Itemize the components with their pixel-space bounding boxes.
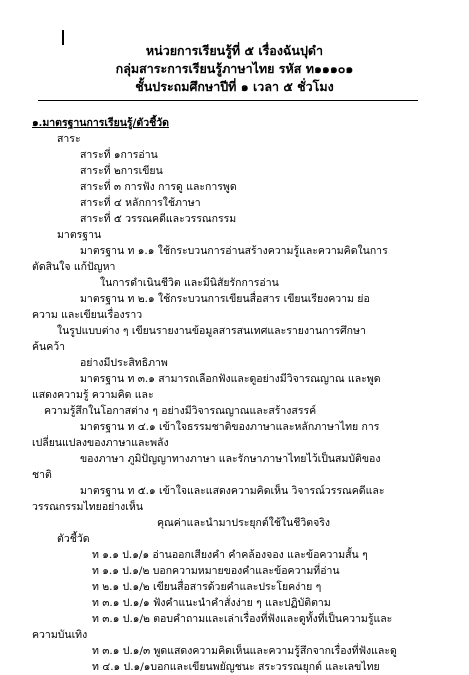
- body-line: สาระที่ ๕ วรรณคดีและวรรณกรรม: [80, 213, 237, 225]
- section-heading: ๑.มาตรฐานการเรียนรู้/ตัวชี้วัด: [32, 117, 169, 129]
- body-line: ท ๓.๑ ป.๑/๑ ฟังคำแนะนำคำสั่งง่าย ๆ และปฏิบัติตาม: [92, 597, 331, 609]
- body-line: มาตรฐาน ท ๓.๑ สามารถเลือกฟังและดูอย่างมีวิจารณญาณ และพูด: [80, 373, 381, 385]
- body-line: วรรณกรรมไทยอย่างเห็น: [32, 501, 143, 513]
- body-line: ของภาษา ภูมิปัญญาทางภาษา และรักษาภาษาไทยไว้เป็นสมบัติของ: [80, 453, 381, 465]
- subject-line: กลุ่มสาระการเรียนรู้ภาษาไทย รหัส ท๑๑๑๐๑: [115, 61, 354, 76]
- body-line: ในการดำเนินชีวิต และมีนิสัยรักการอ่าน: [100, 277, 279, 289]
- body-line: ชาติ: [32, 469, 52, 481]
- body-line: มาตรฐาน ท ๔.๑ เข้าใจธรรมชาติของภาษาและหลักภาษาไทย การ: [80, 421, 380, 433]
- body-line: ความบันเทิง: [32, 629, 88, 641]
- body-line: ตัวชี้วัด: [57, 533, 90, 545]
- unit-title: หน่วยการเรียนรู้ที่ ๕ เรื่องฉันปุดำ: [145, 43, 324, 58]
- body-line: สาระที่ ๑การอ่าน: [80, 149, 158, 161]
- body-line: อย่างมีประสิทธิภาพ: [80, 357, 168, 369]
- body-line: สาระ: [57, 133, 81, 145]
- body-line: ค้นคว้า: [32, 341, 66, 353]
- body-line: ท ๒.๑ ป.๑/๒ เขียนสื่อสารด้วยคำและประโยคง่าย ๆ: [92, 581, 322, 593]
- body-line: สาระที่ ๓ การฟัง การดู และการพูด: [80, 181, 237, 193]
- body-line: ท ๓.๑ ป.๑/๒ ตอบคำถามและเล่าเรื่องที่ฟังและดูทั้งที่เป็นความรู้และ: [92, 613, 393, 625]
- body-line: ท ๓.๑ ป.๑/๓ พูดแสดงความคิดเห็นและความรู้สึกจากเรื่องที่ฟังและดู: [92, 645, 397, 657]
- body-line: เปลี่ยนแปลงของภาษาและพลัง: [32, 437, 169, 449]
- body-line: สาระที่ ๔ หลักการใช้ภาษา: [80, 197, 201, 209]
- body-line: สาระที่ ๒การเขียน: [80, 165, 163, 177]
- body-line: ตัดสินใจ แก้ปัญหา: [32, 261, 116, 273]
- body-line: ความ และเขียนเรื่องราว: [32, 309, 143, 321]
- body-line: มาตรฐาน ท ๕.๑ เข้าใจและแสดงความคิดเห็น วิจารณ์วรรณคดีและ: [80, 485, 385, 497]
- body-line: คุณค่าและนำมาประยุกต์ใช้ในชีวิตจริง: [157, 517, 331, 529]
- body-line: มาตรฐาน: [57, 229, 102, 241]
- body-line: มาตรฐาน ท ๑.๑ ใช้กระบวนการอ่านสร้างความรู้และความคิดในการ: [80, 245, 388, 257]
- grade-time-line: ชั้นประถมศึกษาปีที่ ๑ เวลา ๕ ชั่วโมง: [135, 79, 334, 94]
- body-line: มาตรฐาน ท ๒.๑ ใช้กระบวนการเขียนสื่อสาร เขียนเรียงความ ย่อ: [80, 293, 370, 305]
- body-line: ท ๔.๑ ป.๑/๑บอกและเขียนพยัญชนะ สระวรรณยุกต์ และเลขไทย: [92, 661, 380, 673]
- body-line: ในรูปแบบต่าง ๆ เขียนรายงานข้อมูลสารสนเทศและรายงานการศึกษา: [57, 325, 366, 337]
- body-line: ท ๑.๑ ป.๑/๒ บอกความหมายของคำและข้อความที่อ่าน: [92, 565, 340, 577]
- body-line: แสดงความรู้ ความคิด และ: [32, 389, 154, 401]
- body-line: ความรู้สึกในโอกาสต่าง ๆ อย่างมีวิจารณญาณและสร้างสรรค์: [44, 405, 317, 417]
- body-line: ท ๑.๑ ป.๑/๑ อ่านออกเสียงคำ คำคล้องจอง และข้อความสั้น ๆ: [92, 549, 368, 561]
- header-divider: [38, 100, 418, 101]
